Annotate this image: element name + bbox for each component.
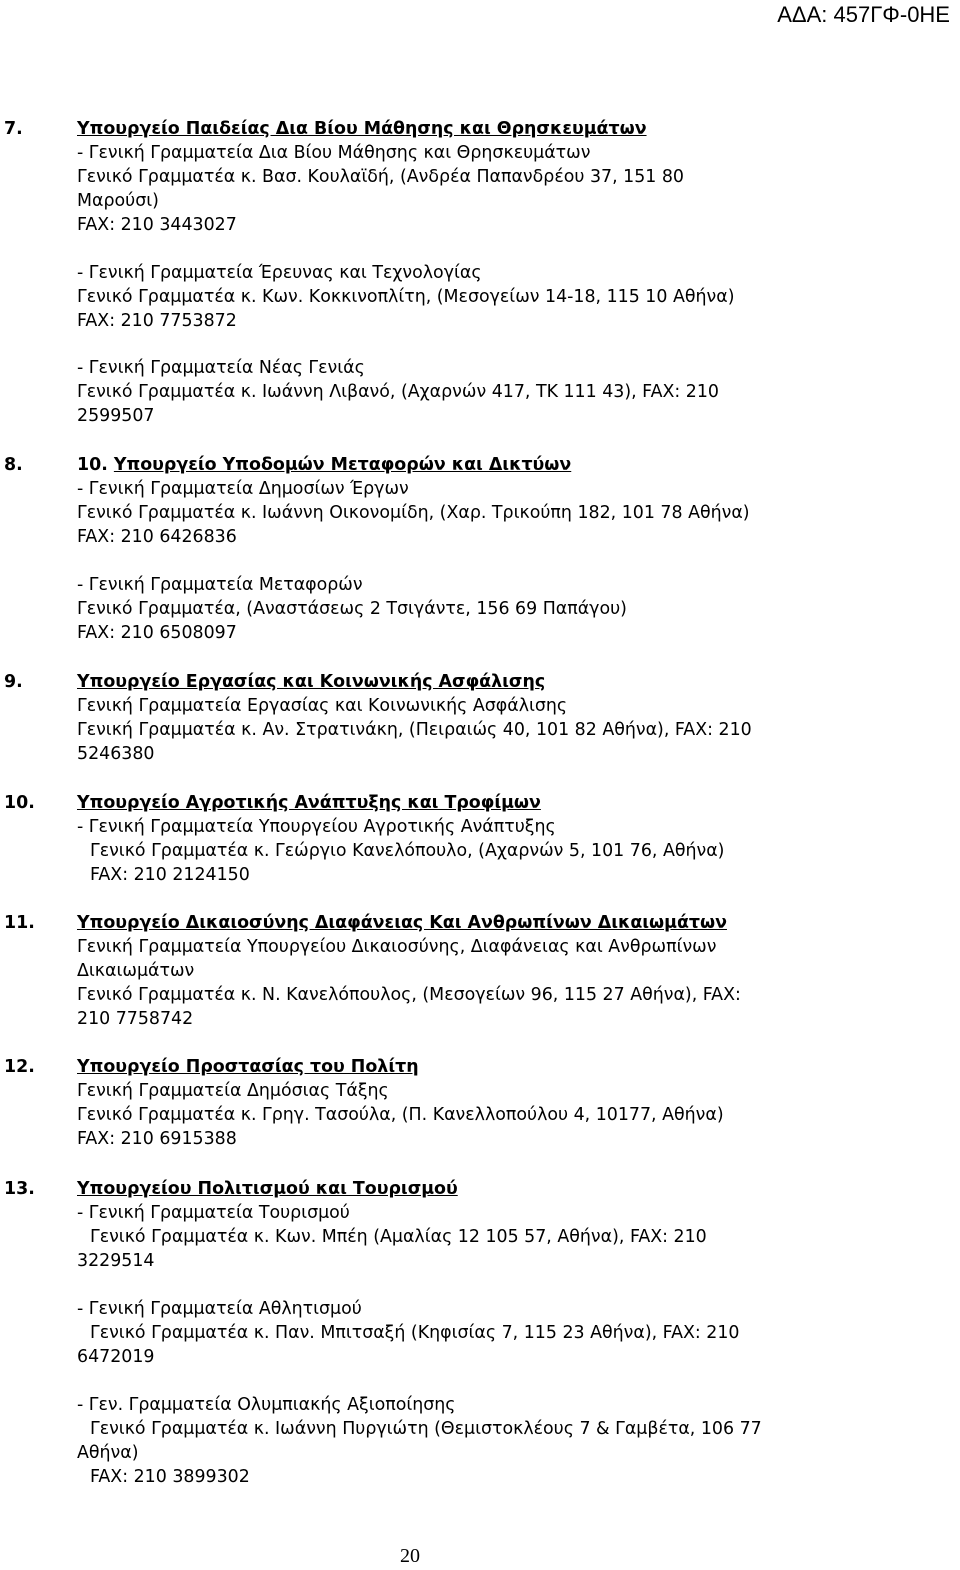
section-11-title: Υπουργείο Δικαιοσύνης Διαφάνειας Και Ανθρωπίνων Δικαιωμάτων xyxy=(77,913,727,933)
section-13-line: FAX: 210 3899302 xyxy=(90,1467,250,1487)
section-11-line: Δικαιωμάτων xyxy=(77,961,195,981)
section-7-title: Υπουργείο Παιδείας Δια Βίου Μάθησης και Θρησκευμάτων xyxy=(77,119,647,139)
section-13-line: Γενικό Γραμματέα κ. Ιωάννη Πυργιώτη (Θεμιστοκλέους 7 & Γαμβέτα, 106 77 xyxy=(90,1419,762,1439)
section-13-line: Γενικό Γραμματέα κ. Κων. Μπέη (Αμαλίας 12 105 57, Αθήνα), FAX: 210 xyxy=(90,1227,707,1247)
section-9-title: Υπουργείο Εργασίας και Κοινωνικής Ασφάλισης xyxy=(77,672,546,692)
section-8-number: 8. xyxy=(4,455,23,475)
section-8-subnumber: 10. xyxy=(77,455,114,475)
section-8-line: FAX: 210 6508097 xyxy=(77,623,237,643)
section-10-number: 10. xyxy=(4,793,35,813)
section-9-line: 5246380 xyxy=(77,744,155,764)
section-7-line: 2599507 xyxy=(77,406,155,426)
section-10-line: - Γενική Γραμματεία Υπουργείου Αγροτικής Ανάπτυξης xyxy=(77,817,556,837)
ada-code: ΑΔΑ: 457ΓΦ-0ΗΕ xyxy=(777,2,950,27)
section-12-number: 12. xyxy=(4,1057,35,1077)
section-9-number: 9. xyxy=(4,672,23,692)
section-9-line: Γενική Γραμματέα κ. Αν. Στρατινάκη, (Πειραιώς 40, 101 82 Αθήνα), FAX: 210 xyxy=(77,720,752,740)
section-13-number: 13. xyxy=(4,1179,35,1199)
section-12-title: Υπουργείο Προστασίας του Πολίτη xyxy=(77,1057,419,1077)
section-13-title: Υπουργείου Πολιτισμού και Τουρισμού xyxy=(77,1179,458,1199)
section-13-line: - Γεν. Γραμματεία Ολυμπιακής Αξιοποίησης xyxy=(77,1395,456,1415)
section-7-line: FAX: 210 7753872 xyxy=(77,311,237,331)
section-8-line: Γενικό Γραμματέα, (Αναστάσεως 2 Τσιγάντε, 156 69 Παπάγου) xyxy=(77,599,627,619)
section-12-line: Γενική Γραμματεία Δημόσιας Τάξης xyxy=(77,1081,389,1101)
section-7-line: - Γενική Γραμματεία Δια Βίου Μάθησης και Θρησκευμάτων xyxy=(77,143,591,163)
section-8-line: - Γενική Γραμματεία Μεταφορών xyxy=(77,575,363,595)
section-8-line: - Γενική Γραμματεία Δημοσίων Έργων xyxy=(77,479,409,499)
section-11-line: Γενική Γραμματεία Υπουργείου Δικαιοσύνης, Διαφάνειας και Ανθρωπίνων xyxy=(77,937,717,957)
section-9-line: Γενική Γραμματεία Εργασίας και Κοινωνικής Ασφάλισης xyxy=(77,696,568,716)
section-7-line: - Γενική Γραμματεία Νέας Γενιάς xyxy=(77,358,365,378)
section-10-title: Υπουργείο Αγροτικής Ανάπτυξης και Τροφίμων xyxy=(77,793,541,813)
section-12-line: Γενικό Γραμματέα κ. Γρηγ. Τασούλα, (Π. Κανελλοπούλου 4, 10177, Αθήνα) xyxy=(77,1105,724,1125)
section-7-number: 7. xyxy=(4,119,23,139)
section-10-line: FAX: 210 2124150 xyxy=(90,865,250,885)
section-8-title: Υπουργείο Υποδομών Μεταφορών και Δικτύων xyxy=(113,455,572,475)
section-11-line: Γενικό Γραμματέα κ. Ν. Κανελόπουλος, (Μεσογείων 96, 115 27 Αθήνα), FAX: xyxy=(77,985,741,1005)
section-13-line: - Γενική Γραμματεία Αθλητισμού xyxy=(77,1299,362,1319)
section-7-line: Μαρούσι) xyxy=(77,191,159,211)
section-7-line: Γενικό Γραμματέα κ. Κων. Κοκκινοπλίτη, (Μεσογείων 14-18, 115 10 Αθήνα) xyxy=(77,287,735,307)
section-7-line: FAX: 210 3443027 xyxy=(77,215,237,235)
section-13-line: Αθήνα) xyxy=(77,1443,139,1463)
page-number: 20 xyxy=(400,1545,420,1567)
section-13-line: Γενικό Γραμματέα κ. Παν. Μπιτσαξή (Κηφισίας 7, 115 23 Αθήνα), FAX: 210 xyxy=(90,1323,740,1343)
section-8-heading xyxy=(77,454,571,476)
section-13-line: 3229514 xyxy=(77,1251,155,1271)
section-11-number: 11. xyxy=(4,913,35,933)
section-13-line: 6472019 xyxy=(77,1347,155,1367)
section-13-line: - Γενική Γραμματεία Τουρισμού xyxy=(77,1203,350,1223)
section-7-line: Γενικό Γραμματέα κ. Βασ. Κουλαϊδή, (Ανδρέα Παπανδρέου 37, 151 80 xyxy=(77,167,684,187)
section-7-line: - Γενική Γραμματεία Έρευνας και Τεχνολογίας xyxy=(77,263,482,283)
section-8-line: FAX: 210 6426836 xyxy=(77,527,237,547)
section-12-line: FAX: 210 6915388 xyxy=(77,1129,237,1149)
section-10-line: Γενικό Γραμματέα κ. Γεώργιο Κανελόπουλο, (Αχαρνών 5, 101 76, Αθήνα) xyxy=(90,841,725,861)
section-11-line: 210 7758742 xyxy=(77,1009,194,1029)
section-7-line: Γενικό Γραμματέα κ. Ιωάννη Λιβανό, (Αχαρνών 417, ΤΚ 111 43), FAX: 210 xyxy=(77,382,719,402)
section-8-line: Γενικό Γραμματέα κ. Ιωάννη Οικονομίδη, (Χαρ. Τρικούπη 182, 101 78 Αθήνα) xyxy=(77,503,750,523)
